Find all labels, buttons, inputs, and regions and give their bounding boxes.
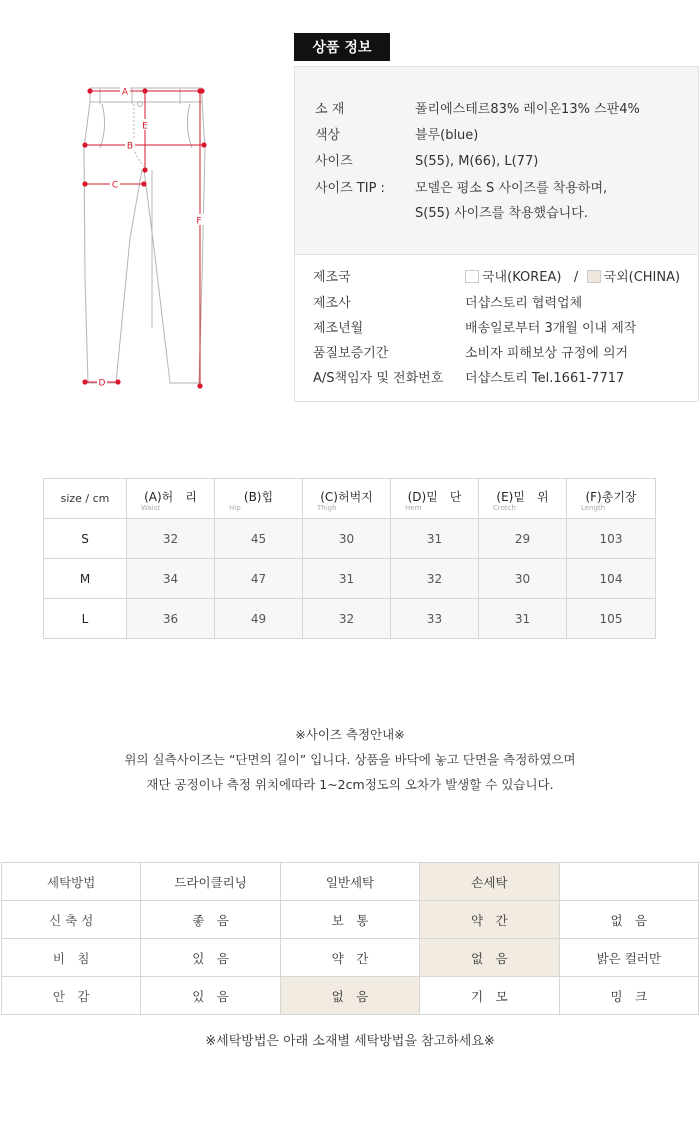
notice-line: 재단 공정이나 측정 위치에따라 1~2cm정도의 오차가 발생할 수 있습니다. (146, 777, 554, 792)
warranty-value: 소비자 피해보상 규정에 의거 (465, 346, 629, 361)
care-cell: 밍 크 (559, 977, 698, 1015)
size-tip-line2: S(55) 사이즈를 착용했습니다. (415, 206, 588, 221)
size-header-hem: (D)밑 단 Hem (391, 479, 479, 519)
care-cell: 있 음 (141, 939, 280, 977)
care-cell (559, 863, 698, 901)
origin-value (465, 270, 680, 286)
care-cell: 약 간 (280, 939, 419, 977)
measure-point-b (82, 142, 87, 147)
table-cell: 36 (127, 599, 215, 639)
notice-title: ※사이즈 측정안내※ (295, 727, 405, 742)
measure-point-d (115, 379, 120, 384)
measure-point-f (197, 88, 202, 93)
size-table-corner: size / cm (44, 479, 127, 519)
measure-point-c (141, 181, 146, 186)
measure-point-e (142, 167, 147, 172)
table-row (44, 519, 656, 559)
maker-value: 더샵스토리 협력업체 (465, 296, 583, 311)
measure-label-c: C (111, 180, 119, 191)
care-cell: 일반세탁 (280, 863, 419, 901)
table-cell: 45 (215, 519, 303, 559)
size-value: S(55), M(66), L(77) (415, 154, 539, 169)
table-cell: 103 (567, 519, 656, 559)
measure-point-d (82, 379, 87, 384)
size-cell: M (44, 559, 127, 599)
size-cell: L (44, 599, 127, 639)
table-cell: 34 (127, 559, 215, 599)
table-cell: 49 (215, 599, 303, 639)
care-row-sheer (2, 939, 699, 977)
color-value: 블루(blue) (415, 128, 479, 143)
measure-point-f (197, 383, 202, 388)
care-cell: 드라이클리닝 (141, 863, 280, 901)
table-cell: 32 (303, 599, 391, 639)
care-cell: 밝은 컬러만 (559, 939, 698, 977)
manufacturer-info-box (294, 255, 699, 402)
contact-label: A/S책임자 및 전화번호 (313, 371, 444, 386)
size-header-length: (F)총기장 Length (567, 479, 656, 519)
table-row (44, 599, 656, 639)
measure-point-e (142, 88, 147, 93)
measure-point-b (201, 142, 206, 147)
measure-label-e: E (142, 121, 148, 132)
table-cell: 30 (479, 559, 567, 599)
table-cell: 31 (391, 519, 479, 559)
care-row-stretch (2, 901, 699, 939)
table-cell: 33 (391, 599, 479, 639)
origin-foreign: 국외(CHINA) (603, 270, 681, 285)
care-row-wash (2, 863, 699, 901)
table-cell: 32 (127, 519, 215, 559)
care-row-label: 세탁방법 (2, 863, 141, 901)
notice-line: 위의 실측사이즈는 “단면의 길이” 입니다. 상품을 바닥에 놓고 단면을 측정하였으며 (124, 752, 576, 767)
care-cell-selected: 약 간 (420, 901, 559, 939)
care-cell-selected: 손세탁 (420, 863, 559, 901)
care-table (1, 862, 699, 1015)
table-cell: 105 (567, 599, 656, 639)
table-row (44, 559, 656, 599)
size-header-waist: (A)허 리 Waist (127, 479, 215, 519)
origin-label: 제조국 (313, 270, 351, 285)
domestic-checkbox (465, 270, 479, 283)
care-cell: 기 모 (420, 977, 559, 1015)
size-header-crotch: (E)밑 위 Crotch (479, 479, 567, 519)
material-label: 소 재 (315, 102, 345, 117)
care-footnote: ※세탁방법은 아래 소재별 세탁방법을 참고하세요※ (205, 1034, 495, 1049)
origin-separator: / (573, 270, 579, 285)
table-cell: 104 (567, 559, 656, 599)
contact-value: 더샵스토리 Tel.1661-7717 (465, 371, 625, 386)
material-value: 폴리에스테르83% 레이온13% 스판4% (415, 102, 640, 117)
table-cell: 29 (479, 519, 567, 559)
measure-point-a (87, 88, 92, 93)
care-cell-selected: 없 음 (420, 939, 559, 977)
care-row-label: 비 침 (2, 939, 141, 977)
table-cell: 32 (391, 559, 479, 599)
measure-point-c (82, 181, 87, 186)
size-tip-label: 사이즈 TIP : (315, 181, 385, 196)
size-tip-line1: 모델은 평소 S 사이즈를 착용하며, (415, 181, 608, 196)
size-table (43, 478, 656, 639)
measure-label-a: A (121, 87, 129, 98)
size-cell: S (44, 519, 127, 559)
color-label: 색상 (315, 128, 341, 143)
measure-label-d: D (98, 378, 106, 389)
care-cell: 있 음 (141, 977, 280, 1015)
size-table-header (44, 479, 656, 519)
care-cell: 보 통 (280, 901, 419, 939)
care-row-label: 안 감 (2, 977, 141, 1015)
warranty-label: 품질보증기간 (313, 346, 389, 361)
table-cell: 31 (303, 559, 391, 599)
size-header-thigh: (C)허벅지 Thigh (303, 479, 391, 519)
table-cell: 31 (479, 599, 567, 639)
size-label: 사이즈 (315, 154, 353, 169)
pants-measurement-diagram (72, 78, 222, 398)
maker-label: 제조사 (313, 296, 351, 311)
table-cell: 47 (215, 559, 303, 599)
date-label: 제조년월 (313, 321, 364, 336)
measure-label-b: B (126, 141, 134, 152)
product-info-title: 상품 정보 (294, 33, 390, 61)
care-row-lining (2, 977, 699, 1015)
product-info-box (294, 66, 699, 255)
measure-label-f: F (196, 216, 202, 227)
date-value: 배송일로부터 3개월 이내 제작 (465, 321, 637, 336)
care-cell-selected: 없 음 (280, 977, 419, 1015)
table-cell: 30 (303, 519, 391, 559)
care-cell: 좋 음 (141, 901, 280, 939)
size-measurement-notice (0, 722, 700, 797)
care-row-label: 신 축 성 (2, 901, 141, 939)
foreign-checkbox (587, 270, 601, 283)
origin-domestic: 국내(KOREA) (482, 270, 562, 285)
care-cell: 없 음 (559, 901, 698, 939)
size-header-hip: (B)힙 Hip (215, 479, 303, 519)
